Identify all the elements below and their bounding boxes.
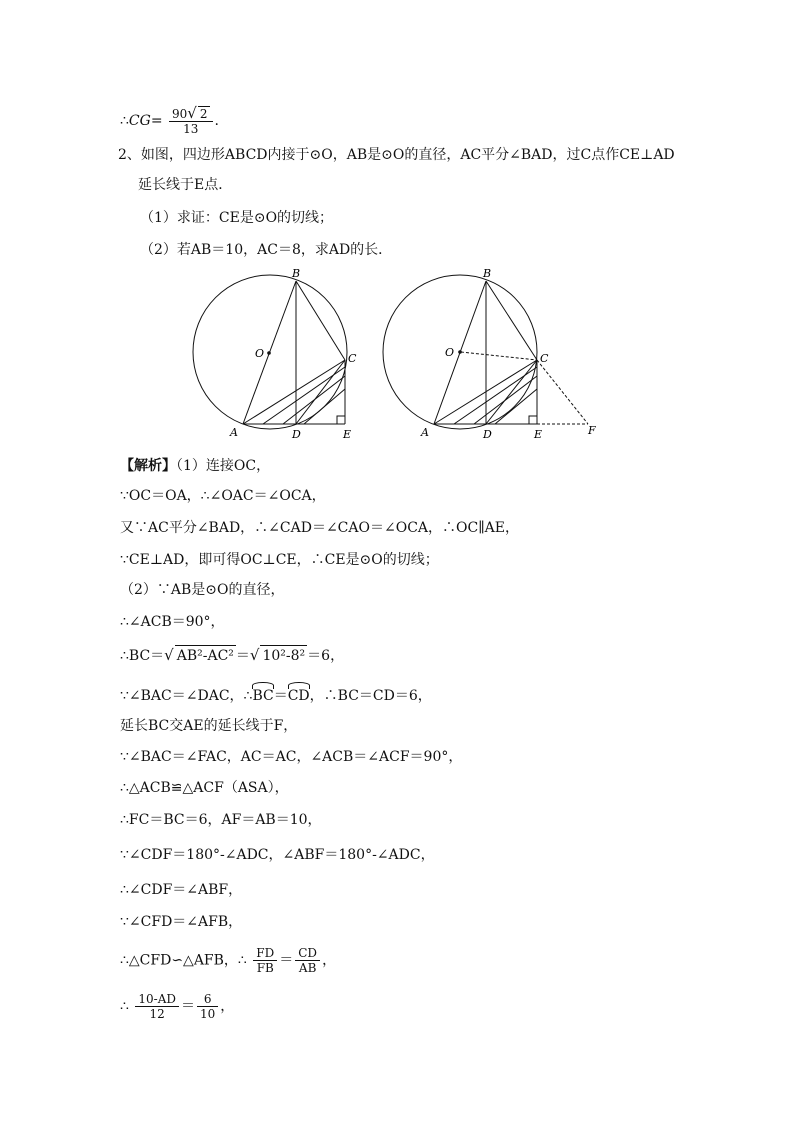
label-o-left: O	[255, 347, 265, 360]
solution-line-9: 延长BC交AE的延长线于F，	[120, 718, 298, 734]
problem-number: 2、	[118, 147, 141, 163]
frac-root: 2	[199, 107, 208, 121]
arc-equals: ＝	[273, 688, 288, 704]
label-o-right: O	[445, 346, 455, 359]
problem-line1	[118, 145, 675, 165]
arc-bc: BC	[252, 683, 273, 706]
intro-result	[120, 106, 219, 136]
label-b-left: B	[292, 267, 301, 280]
similar-post: ，	[322, 952, 337, 969]
solution-line-8	[120, 683, 432, 706]
root-10-8: 10²-8²	[260, 645, 307, 666]
frac-10ad-12	[135, 992, 179, 1021]
solution-line-15: ∵∠CFD＝∠AFB，	[120, 914, 243, 930]
equals-mid: ＝	[235, 648, 250, 664]
therefore-symbol: ∴	[120, 113, 129, 129]
frac-cd: CD	[295, 946, 320, 961]
solution-line-13: ∵∠CDF＝180°-∠ADC，∠ABF＝180°-∠ADC，	[120, 847, 435, 863]
solution-line-5: （2）∵AB是⊙O的直径，	[120, 582, 285, 598]
label-c-right: C	[540, 352, 549, 365]
frac-den: 13	[183, 122, 199, 136]
frac-fd-fb	[253, 946, 277, 975]
solution-tag: 【解析】	[120, 458, 176, 474]
similar-equals: ＝	[279, 952, 294, 969]
label-e-left: E	[343, 428, 352, 441]
equals: =	[150, 113, 163, 129]
solution-line-16	[120, 946, 336, 975]
frac-10-ad: 10-AD	[135, 992, 179, 1007]
label-a-right: A	[421, 426, 429, 439]
label-a-left: A	[230, 426, 238, 439]
label-e-right: E	[534, 428, 543, 441]
solution-text-1: （1）连接OC，	[176, 458, 271, 474]
solution-line-12: ∴FC＝BC＝6，AF＝AB＝10，	[120, 812, 322, 828]
label-d-right: D	[483, 428, 492, 441]
solution-line-1	[120, 456, 270, 476]
geometry-figures	[180, 262, 610, 447]
question-2: （2）若AB＝10，AC＝8，求AD的长．	[140, 242, 393, 258]
dashed-lines-right	[461, 352, 588, 424]
bc-prefix: ∴BC＝	[120, 648, 165, 664]
final-equals: ＝	[181, 998, 195, 1015]
cg-fraction: $\frac{90√ 2}{13}$	[169, 106, 212, 136]
similar-prefix: ∴△CFD∽△AFB，∴	[120, 952, 247, 969]
root-ab-ac: AB²-AC²	[175, 645, 236, 666]
frac-12: 12	[149, 1007, 165, 1021]
solution-line-14: ∴∠CDF＝∠ABF，	[120, 882, 243, 898]
frac-cd-ab	[295, 946, 320, 975]
label-d-left: D	[292, 428, 301, 441]
solution-line-10: ∵∠BAC＝∠FAC，AC＝AC，∠ACB＝∠ACF＝90°，	[120, 749, 463, 765]
question-1: （1）求证：CE是⊙O的切线；	[140, 210, 334, 226]
bc-result: ＝6，	[307, 648, 345, 664]
solution-line-17	[120, 992, 234, 1021]
frac-fd: FD	[253, 946, 277, 961]
problem-text1: 如图，四边形ABCD内接于⊙O，AB是⊙O的直径，AC平分∠BAD，过C点作CE⊥AD	[140, 147, 675, 163]
var-cg: CG	[128, 113, 151, 129]
frac-10: 10	[200, 1007, 216, 1021]
label-c-left: C	[348, 352, 357, 365]
frac-fb: FB	[256, 961, 274, 975]
problem-line2: 延长线于E点．	[138, 177, 233, 193]
final-post: ，	[220, 998, 235, 1015]
solution-line-6: ∴∠ACB＝90°，	[120, 614, 225, 630]
frac-6-10	[197, 992, 218, 1021]
solution-line-3: 又∵AC平分∠BAD，∴∠CAD＝∠CAO＝∠OCA，∴OC∥AE，	[120, 520, 519, 536]
solution-line-7: ∴BC＝√ AB²-AC² ＝√ 10²-8² ＝6，	[120, 646, 345, 664]
label-f-right: F	[588, 424, 596, 437]
solution-line-4: ∵CE⊥AD，即可得OC⊥CE，∴CE是⊙O的切线；	[120, 552, 439, 568]
frac-num: 90	[172, 107, 188, 121]
label-b-right: B	[483, 267, 492, 280]
frac-ab: AB	[298, 961, 317, 975]
period: .	[214, 113, 219, 129]
solution-line-2: ∵OC＝OA，∴∠OAC＝∠OCA，	[120, 488, 326, 504]
arc-result: ，∴BC＝CD＝6，	[309, 688, 432, 704]
arc-cd: CD	[288, 683, 310, 706]
arc-prefix: ∵∠BAC＝∠DAC，∴	[120, 688, 253, 704]
frac-6: 6	[197, 992, 218, 1007]
final-prefix: ∴	[120, 998, 129, 1015]
solution-line-11: ∴△ACB≌△ACF（ASA），	[120, 780, 289, 796]
